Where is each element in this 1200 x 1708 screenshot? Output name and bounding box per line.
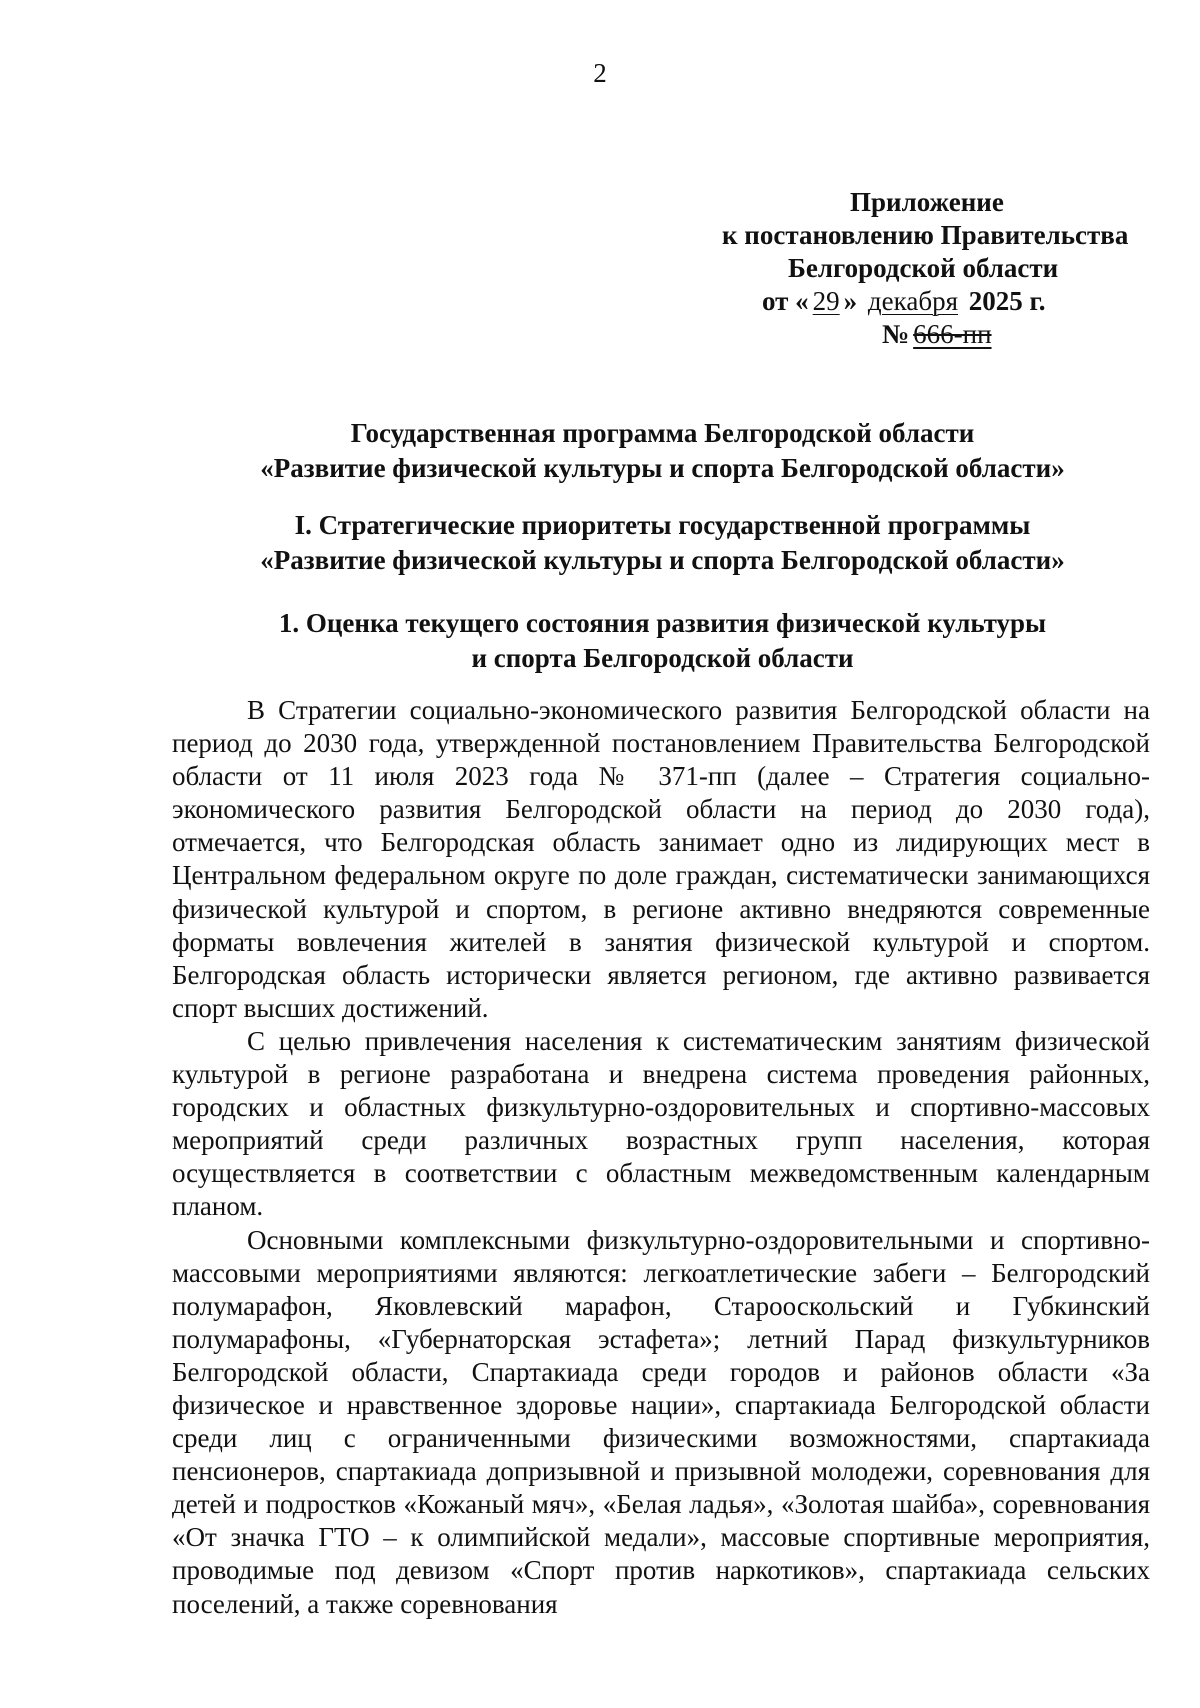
subsection-title (170, 606, 1155, 676)
section-title-line1: I. Стратегические приоритеты государственной программы (294, 510, 1031, 540)
date-day: 29 (812, 286, 840, 316)
section-title (170, 508, 1155, 578)
body-text (172, 694, 1150, 1621)
date-month: декабря (867, 286, 958, 316)
program-title-line1: Государственная программа Белгородской области (350, 418, 975, 448)
subsection-title-line2: и спорта Белгородской области (471, 643, 854, 673)
section-title-line2: «Развитие физической культуры и спорта Белгородской области» (260, 545, 1065, 575)
number-value: 666-пп (913, 319, 992, 349)
program-title-line2: «Развитие физической культуры и спорта Белгородской области» (260, 453, 1065, 483)
subsection-title-line1: 1. Оценка текущего состояния развития физической культуры (278, 608, 1047, 638)
program-title (170, 416, 1155, 486)
appendix-number (690, 318, 1170, 351)
appendix-date (690, 285, 1170, 318)
date-prefix: от « (762, 286, 809, 316)
number-prefix: № (882, 319, 910, 349)
page-number: 2 (593, 58, 607, 88)
appendix-block (690, 186, 1170, 351)
paragraph: С целью привлечения населения к систематическим занятиям физической культурой в регионе разработана и внедрена система проведения районных, городских и областных физкультурно-оздоровительных и спортивно-массовых мероприятий среди различных возрастных групп населения, которая осуществляется в соответствии с областным межведомственным календарным планом. (172, 1025, 1150, 1222)
appendix-title: Приложение (850, 187, 1004, 217)
date-mid: » (843, 286, 858, 316)
date-year: 2025 г. (968, 286, 1046, 316)
paragraph: Основными комплексными физкультурно-оздоровительными и спортивно-массовыми мероприятиями являются: легкоатлетические забеги – Белгородский полумарафон, Яковлевский марафон, Старооскольский и Губкинский полумарафоны, «Губернаторская эстафета»; летний Парад физкультурников Белгородской области, Спартакиада среди городов и районов области «За физическое и нравственное здоровье нации», спартакиада Белгородской области среди лиц с ограниченными физическими возможностями, спартакиада пенсионеров, спартакиада допризывной и призывной молодежи, соревнования для детей и подростков «Кожаный мяч», «Белая ладья», «Золотая шайба», соревнования «От значка ГТО – к олимпийской медали», массовые спортивные мероприятия, проводимые под девизом «Спорт против наркотиков», спартакиада сельских поселений, а также соревнования (172, 1224, 1150, 1619)
appendix-region: Белгородской области (788, 253, 1059, 283)
paragraph: В Стратегии социально-экономического развития Белгородской области на период до 2030 года, утвержденной постановлением Правительства Белгородской области от 11 июля 2023 года № 371-пп (далее – Стратегия социально-экономического развития Белгородской области на период до 2030 года), отмечается, что Белгородская область занимает одно из лидирующих мест в Центральном федеральном округе по доле граждан, систематически занимающихся физической культурой и спортом, в регионе активно внедряются современные форматы вовлечения жителей в занятия физической культурой и спортом. Белгородская область исторически является регионом, где активно развивается спорт высших достижений. (172, 695, 1150, 1023)
appendix-resolution: к постановлению Правительства (722, 220, 1129, 250)
